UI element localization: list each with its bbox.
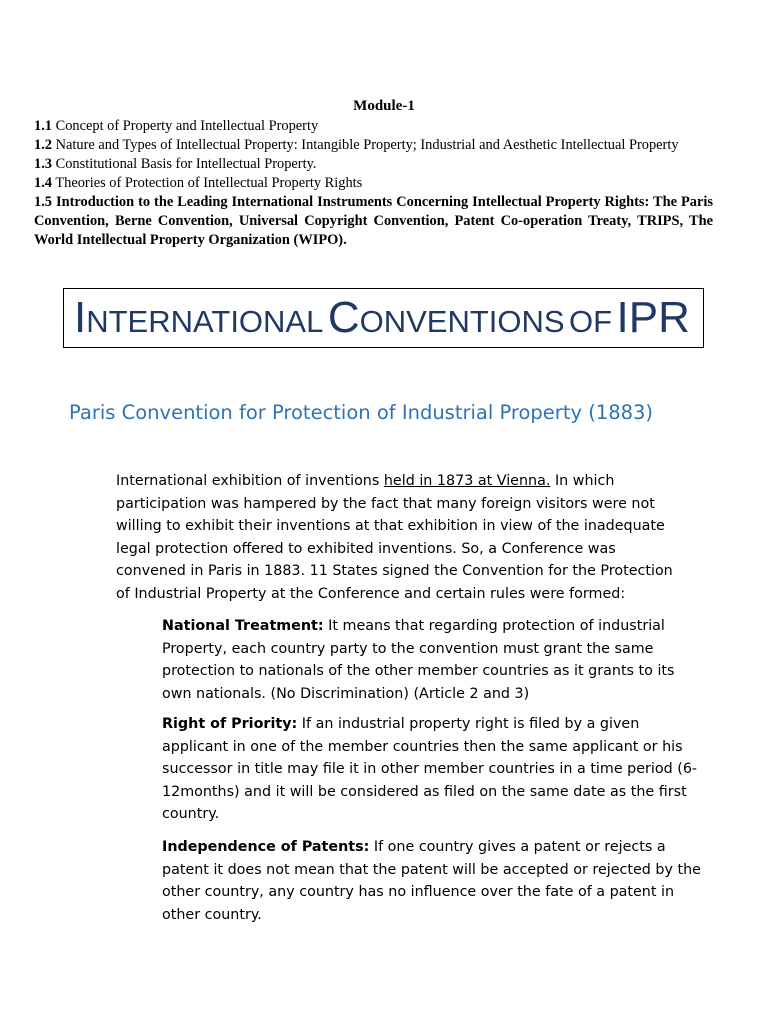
- toc-item: [34, 174, 713, 193]
- banner-initial: C: [327, 293, 360, 342]
- toc-item-text: Constitutional Basis for Intellectual Property.: [55, 156, 317, 172]
- banner-word: ONVENTIONS: [359, 304, 565, 339]
- point-text: It means that regarding protection of industrial Property, each country party to the convention must grant the same protection to nationals of the other member countries as it grants to its own nationals. (No Discrimination) (Article 2 and 3): [162, 618, 675, 702]
- toc-item: [34, 117, 713, 136]
- toc-item-text: Nature and Types of Intellectual Property: Intangible Property; Industrial and Aesthetic Intellectual Property: [55, 137, 679, 153]
- module-title: Module-1: [353, 98, 415, 114]
- table-of-contents: [34, 117, 713, 250]
- point-term: Independence of Patents:: [162, 839, 370, 855]
- point-term: Right of Priority:: [162, 716, 298, 732]
- toc-item-number: 1.3: [34, 156, 52, 172]
- toc-item-text: Theories of Protection of Intellectual Property Rights: [55, 175, 363, 191]
- intro-text: In which participation was hampered by the fact that many foreign visitors were not willing to exhibit their inventions at that exhibition in view of the inadequate legal protection offered to exhibited inventions. So, a Conference was convened in Paris in 1883. 11 States signed the Convention for the Protection of Industrial Property at the Conference and certain rules were formed:: [116, 473, 673, 602]
- toc-item-number: 1.2: [34, 137, 52, 153]
- banner-word: NTERNATIONAL: [86, 304, 324, 339]
- section-heading: Paris Convention for Protection of Industrial Property (1883): [69, 401, 654, 424]
- toc-item: [34, 155, 713, 174]
- point-text: If an industrial property right is filed by a given applicant in one of the member countries then the same applicant or his successor in title may file it in other member countries in a time period (6-12months) and it will be considered as filed on the same date as the first country.: [162, 716, 698, 822]
- intro-underlined-text: held in 1873 at Vienna.: [383, 473, 551, 489]
- toc-item-text: Introduction to the Leading International Instruments Concerning Intellectual Property Rights: The Paris Convention, Berne Convention, Universal Copyright Convention, Patent Co-operation Treaty, TRIPS, The World Intellectual Property Organization (WIPO).: [34, 194, 713, 248]
- toc-item-text: Concept of Property and Intellectual Property: [55, 118, 319, 134]
- toc-item: [34, 193, 713, 250]
- banner-initial: I: [74, 293, 87, 342]
- point-term: National Treatment:: [162, 618, 324, 634]
- banner-word: OF: [569, 304, 613, 339]
- chapter-banner: [63, 288, 704, 348]
- point-text: If one country gives a patent or rejects a patent it does not mean that the patent will be accepted or rejected by the other country, any country has no influence over the fate of a patent in other country.: [162, 839, 701, 923]
- toc-item: [34, 136, 713, 155]
- intro-paragraph: [116, 470, 688, 605]
- toc-item-number: 1.4: [34, 175, 52, 191]
- toc-item-number: 1.5: [34, 194, 52, 210]
- intro-text: International exhibition of inventions: [116, 473, 384, 489]
- toc-item-number: 1.1: [34, 118, 52, 134]
- banner-word: IPR: [616, 293, 690, 342]
- point-national-treatment: [162, 615, 702, 705]
- point-right-of-priority: [162, 713, 702, 826]
- point-independence-of-patents: [162, 836, 702, 926]
